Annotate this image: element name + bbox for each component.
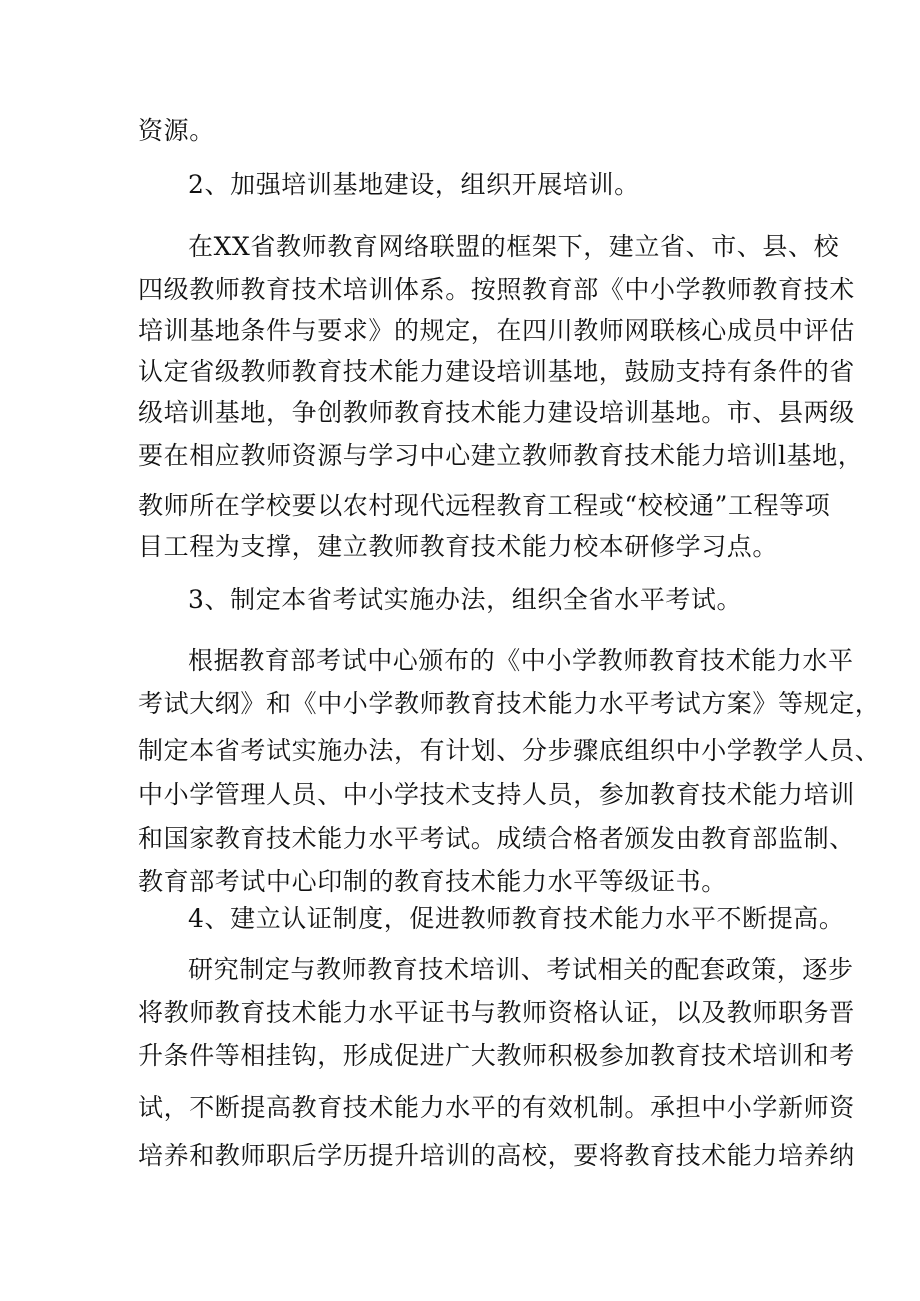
paragraph-line: 和国家教育技术能力水平考试。成绩合格者颁发由教育部监制、 [138,824,855,853]
paragraph-continuation: 资源。 [138,116,215,145]
paragraph-line: 教育部考试中心印制的教育技术能力水平等级证书。 [138,867,727,896]
paragraph-line: 根据教育部考试中心颁布的《中小学教师教育技术能力水平 [188,646,854,675]
paragraph-line: 要在相应教师资源与学习中心建立教师教育技术能力培训l基地， [138,441,864,470]
section-heading-2: 2、加强培训基地建设，组织开展培训。 [188,170,640,199]
paragraph-line: 在XX省教师教育网络联盟的框架下，建立省、市、县、校 [188,232,840,261]
paragraph-line: 四级教师教育技术培训体系。按照教育部《中小学教师教育技术 [138,275,855,304]
paragraph-line: 将教师教育技术能力水平证书与教师资格认证，以及教师职务晋 [138,998,855,1027]
paragraph-line: 制定本省考试实施办法，有计划、分步骤底组织中小学教学人员、 [138,736,881,765]
paragraph-line: 级培训基地，争创教师教育技术能力建设培训基地。市、县两级 [138,398,855,427]
paragraph-line: 考试大纲》和《中小学教师教育技术能力水平考试方案》等规定， [138,689,881,718]
paragraph-line: 试，不断提高教育技术能力水平的有效机制。承担中小学新师资 [138,1093,855,1122]
paragraph-line: 中小学管理人员、中小学技术支持人员，参加教育技术能力培训 [138,780,855,809]
paragraph-line: 目工程为支撑，建立教师教育技术能力校本研修学习点。 [138,532,779,561]
paragraph-line: 培训基地条件与要求》的规定，在四川教师网联核心成员中评估 [138,316,855,345]
section-heading-3: 3、制定本省考试实施办法，组织全省水平考试。 [188,585,743,614]
paragraph-line: 研究制定与教师教育技术培训、考试相关的配套政策，逐步 [188,955,854,984]
section-heading-4: 4、建立认证制度，促进教师教育技术能力水平不断提高。 [188,904,845,933]
paragraph-line: 升条件等相挂钩，形成促进广大教师积极参加教育技术培训和考 [138,1041,855,1070]
paragraph-line: 认定省级教师教育技术能力建设培训基地，鼓励支持有条件的省 [138,357,855,386]
paragraph-line: 培养和教师职后学历提升培训的高校，要将教育技术能力培养纳 [138,1141,855,1170]
paragraph-line: 教师所在学校要以农村现代远程教育工程或“校校通”工程等项 [138,491,831,520]
